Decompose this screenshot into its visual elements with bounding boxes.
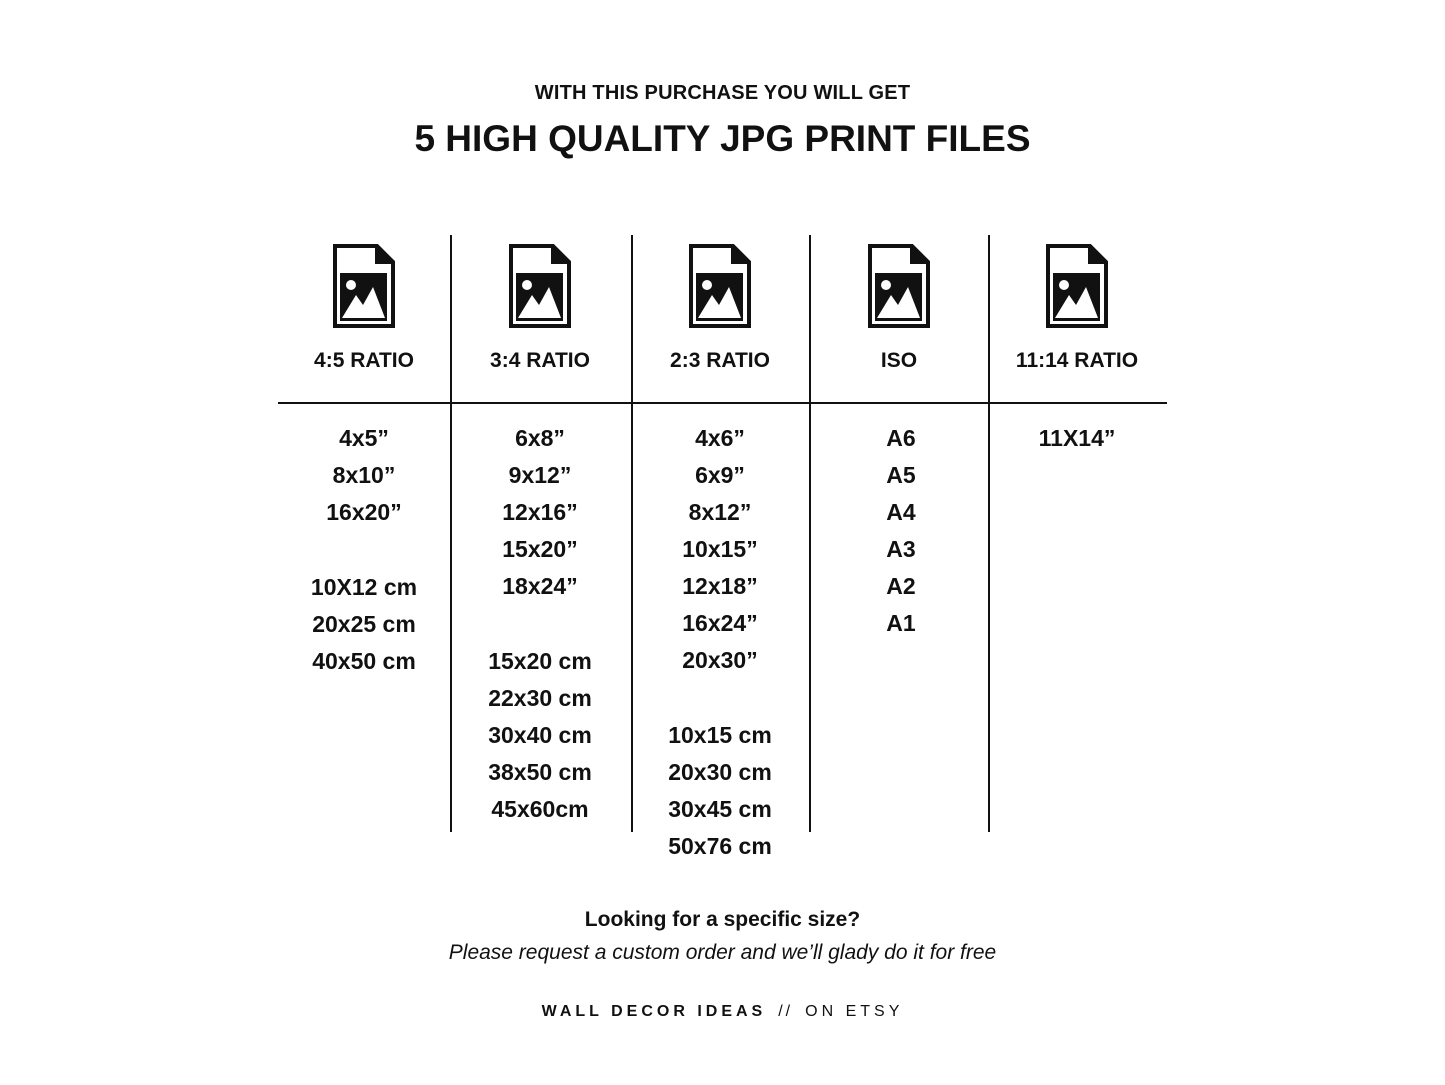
size-item: 12x18” — [682, 573, 758, 599]
size-item: 22x30 cm — [488, 685, 592, 711]
ratio-label: 2:3 RATIO — [670, 349, 770, 372]
size-item: A2 — [886, 573, 916, 599]
header-divider — [278, 402, 1167, 404]
column-header-3-4 — [451, 240, 629, 375]
size-item: 6x8” — [515, 425, 565, 451]
size-item: 20x25 cm — [312, 611, 416, 637]
custom-order-note: Please request a custom order and we’ll glady do it for free — [448, 941, 997, 964]
size-item: A3 — [886, 536, 916, 562]
size-gap — [275, 531, 453, 569]
size-item: A1 — [886, 610, 916, 636]
image-file-icon — [1045, 243, 1109, 329]
size-item: 10x15 cm — [668, 722, 772, 748]
column-header-4-5 — [275, 240, 453, 375]
size-list-3-4 — [451, 420, 629, 828]
image-file-icon — [688, 243, 752, 329]
size-item: 4x6” — [695, 425, 745, 451]
size-item: 12x16” — [502, 499, 578, 525]
size-item: 20x30” — [682, 647, 758, 673]
size-item: 15x20 cm — [488, 648, 592, 674]
page-title: 5 HIGH QUALITY JPG PRINT FILES — [414, 118, 1031, 159]
size-item: 40x50 cm — [312, 648, 416, 674]
size-item: 9x12” — [508, 462, 572, 488]
column-header-2-3 — [631, 240, 809, 375]
size-item: 4x5” — [339, 425, 389, 451]
size-list-2-3 — [631, 420, 809, 865]
size-gap — [451, 605, 629, 643]
size-list-11-14 — [988, 420, 1166, 457]
column-header-11-14 — [988, 240, 1166, 375]
size-item: 45x60cm — [491, 796, 589, 822]
purchase-subtitle: WITH THIS PURCHASE YOU WILL GET — [534, 82, 911, 104]
size-item: 16x20” — [326, 499, 402, 525]
image-file-icon — [508, 243, 572, 329]
footer-suffix: ON ETSY — [805, 1003, 904, 1020]
size-item: 8x12” — [688, 499, 752, 525]
size-item: A5 — [886, 462, 916, 488]
size-item: 15x20” — [502, 536, 578, 562]
size-item: 20x30 cm — [668, 759, 772, 785]
size-gap — [631, 679, 809, 717]
image-file-icon — [867, 243, 931, 329]
ratio-label: 4:5 RATIO — [314, 349, 414, 372]
size-item: 16x24” — [682, 610, 758, 636]
custom-size-question: Looking for a specific size? — [584, 908, 861, 931]
size-item: 11X14” — [1038, 425, 1116, 451]
size-item: 18x24” — [502, 573, 578, 599]
size-item: 50x76 cm — [668, 833, 772, 859]
size-list-iso — [812, 420, 990, 642]
size-item: 30x45 cm — [668, 796, 772, 822]
ratio-label: 11:14 RATIO — [1015, 349, 1139, 372]
size-item: 30x40 cm — [488, 722, 592, 748]
brand-name: WALL DECOR IDEAS — [541, 1003, 767, 1020]
column-header-iso — [810, 240, 988, 375]
ratio-label: ISO — [880, 349, 918, 372]
image-file-icon — [332, 243, 396, 329]
size-item: 10X12 cm — [310, 574, 418, 600]
size-item: 8x10” — [332, 462, 396, 488]
footer-brand-line — [0, 1003, 1445, 1021]
size-list-4-5 — [275, 420, 453, 680]
size-item: A4 — [886, 499, 916, 525]
footer-separator: // — [778, 1003, 794, 1020]
ratio-label: 3:4 RATIO — [490, 349, 590, 372]
size-item: 10x15” — [682, 536, 758, 562]
size-item: A6 — [886, 425, 916, 451]
size-item: 6x9” — [695, 462, 745, 488]
size-item: 38x50 cm — [488, 759, 592, 785]
